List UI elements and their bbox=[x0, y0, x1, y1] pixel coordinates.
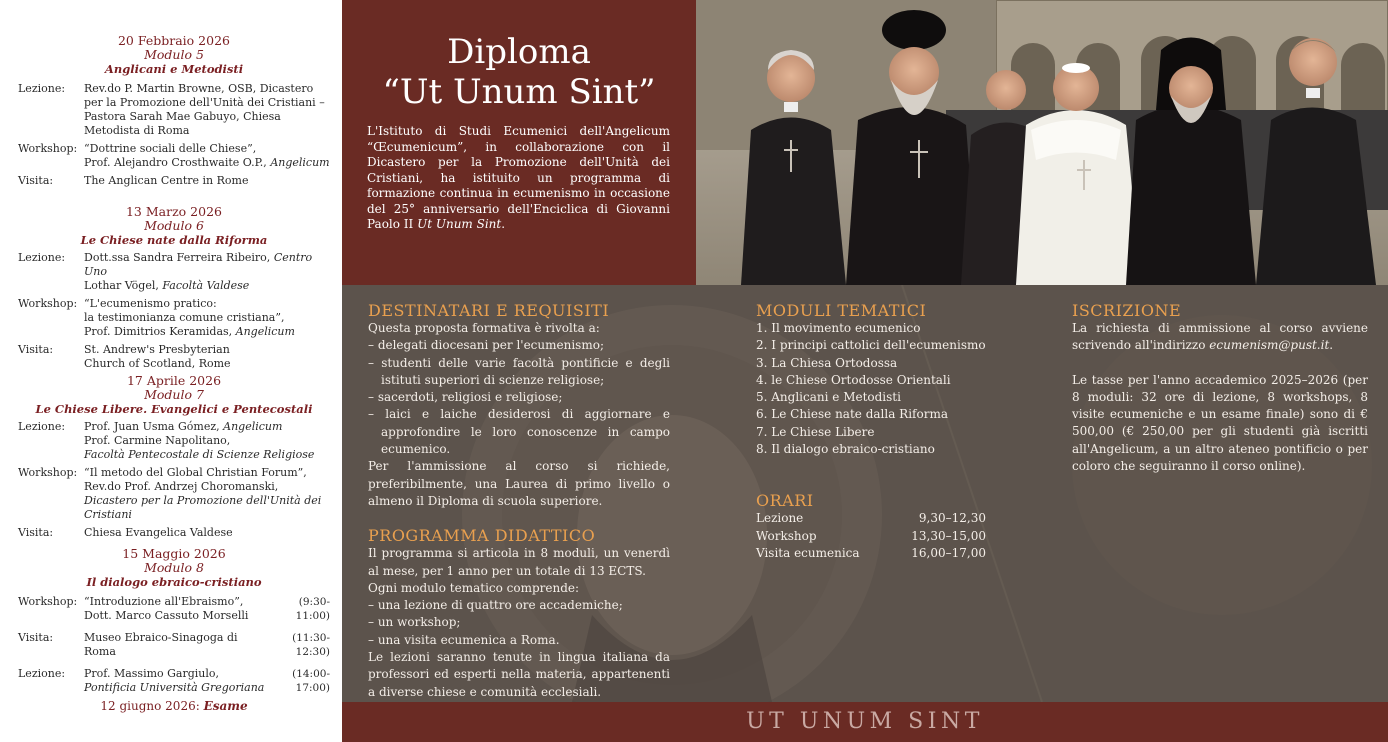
exam-label: Esame bbox=[203, 699, 248, 713]
exam-line bbox=[18, 699, 330, 713]
visita-row bbox=[18, 174, 330, 188]
column-requisiti bbox=[368, 302, 670, 701]
programma-p1: Il programma si articola in 8 moduli, un venerdì al mese, per 1 anno per un totale di 13 ECTS. bbox=[368, 546, 670, 578]
list-item: – delegati diocesani per l'ecumenismo; bbox=[368, 338, 604, 353]
row-label: Lezione: bbox=[18, 667, 66, 680]
title-line-1: Diploma bbox=[447, 32, 591, 72]
module-number: Modulo 6 bbox=[144, 218, 204, 233]
workshop-row bbox=[18, 297, 330, 339]
list-item: 5. Anglicani e Metodisti bbox=[756, 390, 901, 405]
list-item: 2. I principi cattolici dell'ecumenismo bbox=[756, 338, 986, 353]
exam-date: 12 giugno 2026: bbox=[100, 699, 200, 713]
module-title: Il dialogo ebraico-cristiano bbox=[86, 575, 262, 589]
visita-row bbox=[18, 343, 330, 371]
row-label: Workshop: bbox=[18, 595, 78, 608]
affiliation: Facoltà Pentecostale di Scienze Religiose bbox=[84, 448, 315, 461]
destinatari-intro: Questa proposta formativa è rivolta a: bbox=[368, 321, 600, 335]
column-moduli bbox=[756, 302, 1006, 562]
module-7-block bbox=[18, 374, 330, 540]
row-value: Prof. Massimo Gargiulo, Pontificia Università Gregoriana bbox=[84, 667, 265, 694]
footer-band bbox=[342, 702, 1388, 742]
orari-label: Lezione bbox=[756, 511, 804, 526]
row-label: Workshop: bbox=[18, 466, 78, 479]
orari-row bbox=[756, 528, 986, 545]
footer-motto: UT UNUM SINT bbox=[746, 709, 984, 734]
workshop-row bbox=[18, 595, 330, 623]
module-number: Modulo 8 bbox=[144, 560, 204, 575]
module-6-header bbox=[18, 205, 330, 247]
list-item: 7. Le Chiese Libere bbox=[756, 424, 875, 439]
orari-time: 9,30–12,30 bbox=[918, 511, 986, 526]
list-item: 6. Le Chiese nate dalla Riforma bbox=[756, 407, 948, 422]
row-label: Lezione: bbox=[18, 251, 66, 264]
row-value: Rev.do P. Martin Browne, OSB, Dicastero per la Promozione dell'Unità dei Cristiani – Pastora Sarah Mae Gabuyo, Chiesa Metodista di Roma bbox=[84, 82, 325, 137]
moduli-list bbox=[756, 320, 1006, 458]
page-title bbox=[342, 32, 696, 112]
list-item: – una lezione di quattro ore accademiche; bbox=[368, 598, 623, 613]
affiliation: Dicastero per la Promozione dell'Unità dei Cristiani bbox=[84, 494, 322, 521]
lezione-row bbox=[18, 667, 330, 695]
module-title: Le Chiese Libere. Evangelici e Pentecostali bbox=[35, 402, 313, 416]
title-panel bbox=[342, 0, 696, 285]
orari-label: Workshop bbox=[756, 528, 817, 543]
list-item: – laici e laiche desiderosi di aggiornare e approfondire le loro conoscenze in campo ecumenico. bbox=[368, 407, 670, 457]
title-line-2: “Ut Unum Sint” bbox=[382, 72, 656, 112]
module-date: 13 Marzo 2026 bbox=[125, 204, 222, 219]
programma-list bbox=[368, 597, 670, 649]
orari-row bbox=[756, 510, 986, 527]
lezione-row bbox=[18, 82, 330, 138]
row-value bbox=[84, 142, 330, 170]
list-item: 4. le Chiese Ortodosse Orientali bbox=[756, 372, 951, 387]
orari-heading: ORARI bbox=[756, 491, 814, 511]
module-6-block bbox=[18, 205, 330, 371]
workshop-speaker: Prof. Alejandro Crosthwaite O.P., Angelicum bbox=[84, 156, 330, 169]
programma-p3: Le lezioni saranno tenute in lingua italiana da professori ed esperti nella materia, appartenenti a diverse chiese e comunità ecclesiali. bbox=[368, 650, 670, 699]
moduli-heading: MODULI TEMATICI bbox=[756, 301, 927, 320]
admission-text: Per l'ammissione al corso si richiede, preferibilmente, una Laurea di primo livello o almeno il Diploma di scuola superiore. bbox=[368, 459, 670, 508]
orari-row bbox=[756, 545, 986, 562]
row-value: “Introduzione all'Ebraismo”, Dott. Marco Cassuto Morselli bbox=[84, 595, 249, 622]
encyclical-title: Ut Unum Sint bbox=[417, 217, 502, 231]
row-time: (14:00-17:00) bbox=[292, 668, 330, 694]
list-item: – un workshop; bbox=[368, 615, 461, 630]
row-time: (11:30-12:30) bbox=[292, 632, 330, 658]
photo-illustration bbox=[696, 0, 1388, 285]
module-8-block bbox=[18, 547, 330, 695]
module-5-block bbox=[18, 34, 330, 188]
orari-table bbox=[756, 510, 986, 562]
module-number: Modulo 5 bbox=[144, 47, 204, 62]
iscrizione-heading: ISCRIZIONE bbox=[1072, 301, 1182, 320]
row-label: Lezione: bbox=[18, 82, 66, 95]
row-value: Museo Ebraico-Sinagoga di Roma bbox=[84, 631, 238, 658]
destinatari-heading: DESTINATARI E REQUISITI bbox=[368, 301, 610, 320]
visita-row bbox=[18, 526, 330, 540]
row-label: Visita: bbox=[18, 174, 54, 187]
column-iscrizione bbox=[1072, 302, 1368, 475]
module-date: 17 Aprile 2026 bbox=[126, 373, 222, 388]
list-item: – una visita ecumenica a Roma. bbox=[368, 632, 560, 647]
orari-time: 16,00–17,00 bbox=[911, 545, 986, 560]
row-value: Chiesa Evangelica Valdese bbox=[84, 526, 233, 539]
row-value: St. Andrew's Presbyterian Church of Scotland, Rome bbox=[84, 343, 231, 370]
row-label: Visita: bbox=[18, 631, 54, 644]
row-label: Visita: bbox=[18, 526, 54, 539]
programma-heading: PROGRAMMA DIDATTICO bbox=[368, 526, 596, 546]
row-label: Workshop: bbox=[18, 142, 78, 155]
info-section bbox=[342, 285, 1388, 702]
row-value: Dott.ssa Sandra Ferreira Ribeiro, Centro Uno Lothar Vögel, Facoltà Valdese bbox=[84, 251, 313, 292]
schedule-column bbox=[0, 0, 342, 742]
programma-p2: Ogni modulo tematico comprende: bbox=[368, 580, 580, 595]
module-7-header bbox=[18, 374, 330, 416]
lezione-row bbox=[18, 420, 330, 462]
list-item: 3. La Chiesa Ortodossa bbox=[756, 355, 898, 370]
affiliation: Centro Uno bbox=[84, 251, 313, 278]
row-label: Visita: bbox=[18, 343, 54, 356]
affiliation: Facoltà Valdese bbox=[162, 279, 250, 292]
affiliation: Pontificia Università Gregoriana bbox=[84, 681, 265, 694]
row-value: “Il metodo del Global Christian Forum”, Rev.do Prof. Andrzej Choromanski, Dicastero per la Promozione dell'Unità dei Cristiani bbox=[84, 466, 322, 521]
affiliation: Angelicum bbox=[223, 420, 283, 433]
affiliation: Angelicum bbox=[270, 156, 330, 169]
module-date: 15 Maggio 2026 bbox=[122, 546, 226, 561]
iscrizione-p2: Le tasse per l'anno accademico 2025–2026 (per 8 moduli: 32 ore di lezione, 8 workshops, 8 visite ecumeniche e un esame finale) sono di € 500,00 (€ 250,00 per gli studenti già iscritti all'Angelicum, a un altro ateneo pontificio o per coloro che seguiranno il corso online). bbox=[1072, 372, 1368, 474]
lezione-row bbox=[18, 251, 330, 293]
module-title: Anglicani e Metodisti bbox=[104, 62, 244, 76]
list-item: 8. Il dialogo ebraico-cristiano bbox=[756, 442, 935, 457]
destinatari-list bbox=[368, 337, 670, 458]
module-date: 20 Febbraio 2026 bbox=[117, 33, 230, 48]
module-8-header bbox=[18, 547, 330, 589]
module-number: Modulo 7 bbox=[144, 387, 204, 402]
email-link[interactable]: ecumenism@pust.it bbox=[1209, 338, 1330, 353]
list-item: 1. Il movimento ecumenico bbox=[756, 321, 921, 335]
iscrizione-p1: La richiesta di ammissione al corso avviene scrivendo all'indirizzo ecumenism@pust.it. bbox=[1072, 321, 1368, 353]
module-5-header bbox=[18, 34, 330, 76]
row-time: (9:30-11:00) bbox=[295, 596, 330, 622]
orari-label: Visita ecumenica bbox=[756, 545, 860, 560]
row-label: Workshop: bbox=[18, 297, 78, 310]
workshop-row bbox=[18, 142, 330, 170]
group-photo bbox=[696, 0, 1388, 285]
row-value: “L'ecumenismo pratico: la testimonianza comune cristiana”, Prof. Dimitrios Keramidas, Angelicum bbox=[84, 297, 295, 338]
intro-text: L'Istituto di Studi Ecumenici dell'Angelicum “Œcumenicum”, in collaborazione con il Dicastero per la Promozione dell'Unità dei Cristiani, ha istituito un programma di formazione continua in ecumenismo in occasione del 25° anniversario dell'Enciclica di Giovanni Paolo II Ut Unum Sint. bbox=[367, 124, 670, 231]
list-item: – sacerdoti, religiosi e religiose; bbox=[368, 390, 563, 405]
visita-row bbox=[18, 631, 330, 659]
module-title: Le Chiese nate dalla Riforma bbox=[80, 233, 268, 247]
row-value: Prof. Juan Usma Gómez, Angelicum Prof. Carmine Napolitano, Facoltà Pentecostale di Scienze Religiose bbox=[84, 420, 315, 461]
row-value: The Anglican Centre in Rome bbox=[84, 174, 249, 187]
row-label: Lezione: bbox=[18, 420, 66, 433]
workshop-title: “Dottrine sociali delle Chiese”, bbox=[84, 142, 257, 155]
workshop-row bbox=[18, 466, 330, 522]
affiliation: Angelicum bbox=[235, 325, 295, 338]
list-item: – studenti delle varie facoltà pontificie e degli istituti superiori di scienze religiose; bbox=[368, 355, 670, 387]
orari-time: 13,30–15,00 bbox=[911, 528, 986, 543]
